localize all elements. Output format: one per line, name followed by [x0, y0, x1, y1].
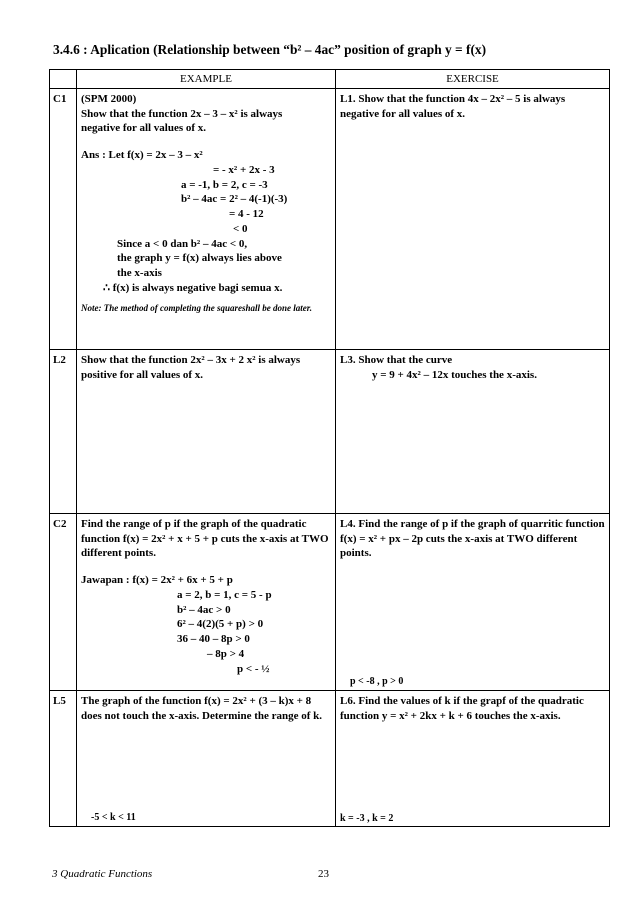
example-line: 6² – 4(2)(5 + p) > 0 [177, 618, 264, 631]
example-line: the x-axis [117, 267, 162, 280]
table-row [50, 514, 610, 691]
example-cell [77, 350, 336, 514]
exercise-text: L1. Show that the function 4x – 2x² – 5 is always negative for all values of x. [340, 93, 566, 120]
table-row [50, 350, 610, 514]
example-note: Note: The method of completing the squareshall be done later. [81, 302, 312, 313]
header-exercise: EXERCISE [336, 70, 610, 89]
example-line: – 8p > 4 [207, 647, 245, 660]
example-line: negative for all values of x. [81, 122, 207, 135]
example-line: Since a < 0 dan b² – 4ac < 0, [117, 237, 248, 250]
example-line: 36 – 40 – 8p > 0 [177, 633, 250, 646]
exercise-cell [336, 89, 610, 350]
example-line: = - x² + 2x - 3 [213, 163, 275, 176]
exercise-cell [336, 350, 610, 514]
example-line: Ans : Let f(x) = 2x – 3 – x² [81, 149, 203, 162]
exercise-line: L3. Show that the curve [340, 354, 453, 366]
footer-chapter: 3 Quadratic Functions [52, 868, 153, 880]
example-line: Jawapan : f(x) = 2x² + 6x + 5 + p [81, 574, 233, 587]
section-title: 3.4.6 : Aplication (Relationship between “b² – 4ac” position of graph y = f(x) [53, 42, 487, 57]
header-row [50, 70, 610, 89]
example-line: the graph y = f(x) always lies above [117, 252, 282, 265]
example-line: Show that the function 2x – 3 – x² is always [81, 107, 283, 120]
example-text: Find the range of p if the graph of the quadratic function f(x) = 2x² + x + 5 + p cuts the x-axis at TWO different points. [81, 518, 329, 560]
exercise-answer: k = -3 , k = 2 [340, 812, 394, 824]
exercise-text: L6. Find the values of k if the grapf of the quadratic function y = x² + 2kx + k + 6 touches the x-axis. [340, 695, 584, 722]
table-row [50, 691, 610, 827]
example-cell [77, 691, 336, 827]
example-cell [77, 89, 336, 350]
footer-page-number: 23 [318, 868, 329, 880]
exercise-answer: p < -8 , p > 0 [350, 675, 404, 687]
example-answer: -5 < k < 11 [91, 811, 136, 823]
row-label: L5 [50, 691, 77, 827]
example-line: b² – 4ac > 0 [177, 603, 231, 616]
header-example: EXAMPLE [77, 70, 336, 89]
example-line: b² – 4ac = 2² – 4(-1)(-3) [181, 193, 288, 206]
example-line: < 0 [233, 222, 248, 235]
example-text: The graph of the function f(x) = 2x² + (3 – k)x + 8 does not touch the x-axis. Determine the range of k. [81, 695, 323, 722]
example-line: (SPM 2000) [81, 93, 137, 105]
exercise-line: y = 9 + 4x² – 12x touches the x-axis. [372, 368, 537, 381]
example-line: a = 2, b = 1, c = 5 - p [177, 588, 272, 601]
worksheet-table [49, 69, 610, 827]
example-text: Show that the function 2x² – 3x + 2 x² is always positive for all values of x. [81, 354, 301, 381]
example-line [81, 136, 331, 148]
row-label: L2 [50, 350, 77, 514]
table-row [50, 89, 610, 350]
example-line: a = -1, b = 2, c = -3 [181, 178, 268, 191]
header-blank [50, 70, 77, 89]
row-label: C1 [50, 89, 77, 350]
example-line: p < - ½ [237, 662, 270, 675]
exercise-text: L4. Find the range of p if the graph of quarritic function f(x) = x² + px – 2p cuts the x-axis at TWO different points. [340, 518, 605, 560]
row-label: C2 [50, 514, 77, 691]
example-line: = 4 - 12 [229, 208, 264, 221]
example-cell [77, 514, 336, 691]
exercise-cell [336, 514, 610, 691]
exercise-cell [336, 691, 610, 827]
example-line: ∴ f(x) is always negative bagi semua x. [103, 281, 283, 294]
